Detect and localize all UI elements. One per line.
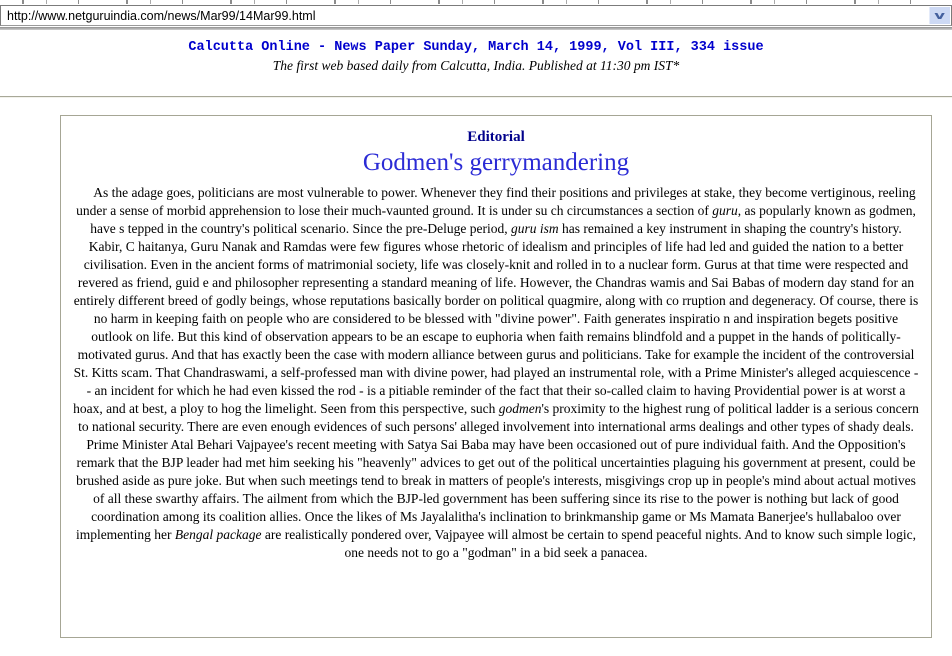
address-bar[interactable]	[0, 5, 952, 26]
masthead	[0, 40, 952, 74]
url-dropdown-button[interactable]	[929, 7, 950, 24]
section-label: Editorial	[467, 129, 525, 145]
article-body: As the adage goes, politicians are most vulnerable to power. Whenever they find their positions and privileges at stake, they become vertiginous, reeling under a sense of morbid apprehension to lose their much-vaunted ground. It is under su ch circumstances a section of guru, as popularly known as godmen, have s tepped in the country's political scenario. Since the pre-Deluge period, guru ism has remained a key instrument in shaping the country's history. Kabir, C haitanya, Guru Nanak and Ramdas were few figures whose rhetoric of idealism and principles of life had led and guided the nation to a better civilisation. Even in the ancient forms of matrimonial society, life was closely-knit and rolled in to a nuclear form. Gurus at that time were respected and revered as friend, guid e and philosopher representing a standard meaning of life. However, the Chandras wamis and Sai Babas of modern day stand for an entirely different breed of godly beings, whose reputations basically border on political quagmire, along with co rruption and degeneracy. Of course, there is no harm in keeping faith on people who are considered to be blessed with "divine power". Faith generates inspiratio n and inspiration begets positive outlook on life. But this kind of observation appears to be an escape to euphoria when faith remains blindfold and a puppet in the hands of politically-motivated gurus. And that has exactly been the case with modern alliance between gurus and politicians. Take for example the incident of the controversial St. Kitts scam. That Chandraswami, a self-professed man with divine power, had played an instrumental role, with a Prime Minister's alleged acquiescence -- an incident for which he had even kissed the rod - is a pitiable reminder of the fact that their so-called claim to having Providential power is at worst a hoax, and at best, a ploy to hog the limelight. Seen from this perspective, such godmen's proximity to the highest rung of political ladder is a serious concern to national security. There are even enough evidences of such persons' alleged involvement into international arms dealings and other types of shady deals. Prime Minister Atal Behari Vajpayee's recent meeting with Satya Sai Baba may have been occasioned out of pure individual faith. And the Opposition's remark that the BJP leader had met him seeking his "heavenly" advices to get out of the political uncertainties plaguing his government at present, could be brushed aside as pure joke. But when such meetings tend to break in matters of people's interests, misgivings crop up in people's mind about actual motives of all these swarthy affairs. The ailment from which the BJP-led government has been suffering since its rise to the power is nothing but lack of good coordination among its coalition allies. Once the likes of Ms Jayalalitha's inclination to brinkmanship game or Ms Mamata Banerjee's hullabaloo over implementing her Bengal package are realistically pondered over, Vajpayee will almost be certain to spend peaceful nights. And to know such simple logic, one needs not to go a "godman" in a bid seek a panacea.	[73, 185, 919, 560]
article-title: Godmen's gerrymandering	[362, 149, 630, 176]
url-input[interactable]: http://www.netguruindia.com/news/Mar99/14Mar99.html	[7, 9, 316, 23]
editorial-box	[60, 115, 932, 638]
masthead-title: Calcutta Online - News Paper Sunday, March 14, 1999, Vol III, 334 issue	[188, 40, 764, 55]
clipped-toolbar-strip	[0, 0, 952, 4]
toolbar-divider	[0, 27, 952, 30]
horizontal-rule	[0, 96, 952, 98]
masthead-subtitle: The first web based daily from Calcutta, India. Published at 11:30 pm IST*	[272, 58, 680, 73]
chevron-down-icon: v	[934, 9, 946, 22]
